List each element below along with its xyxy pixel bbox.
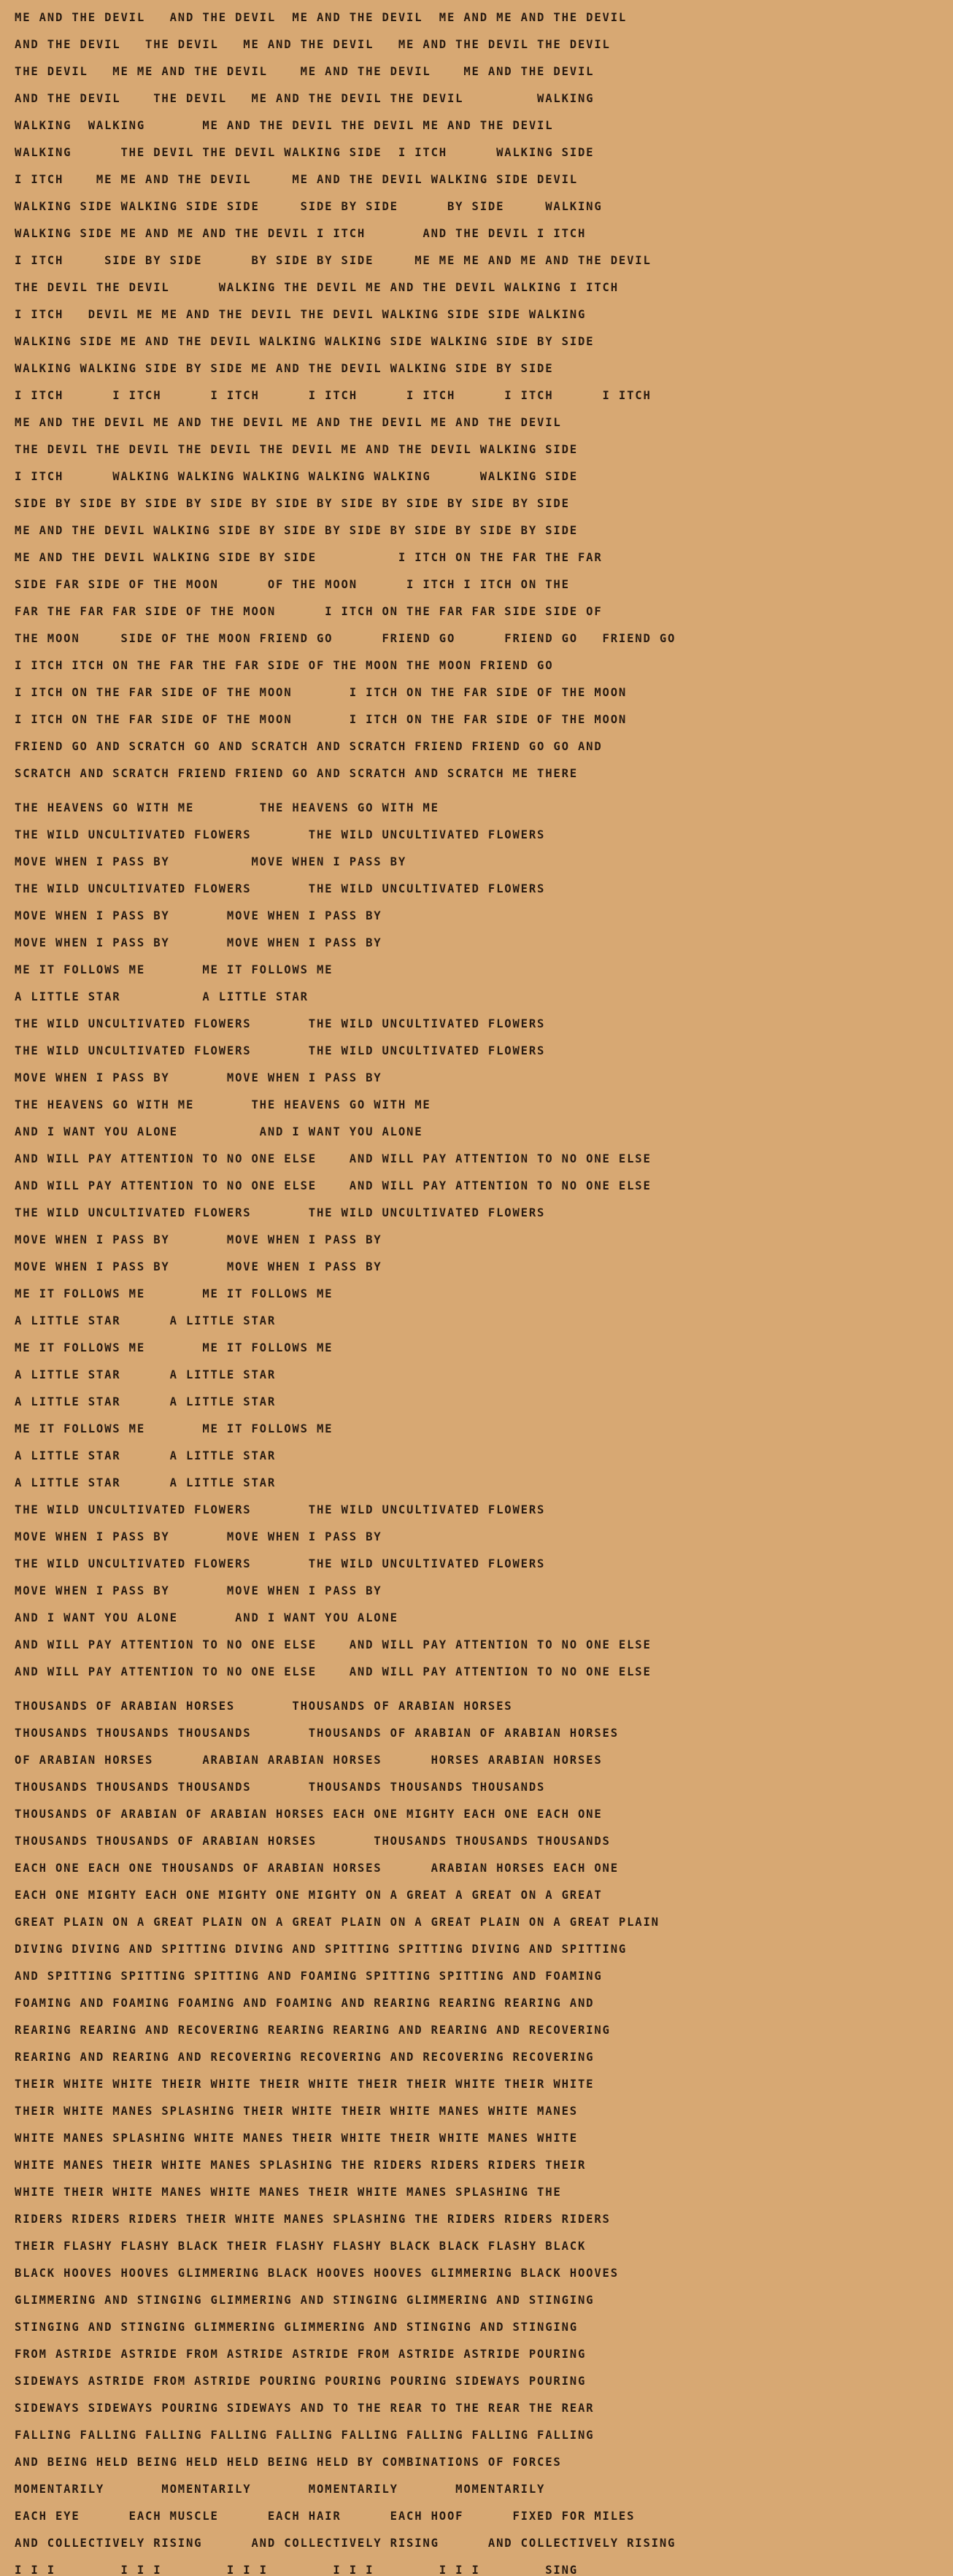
text-line: WALKING SIDE WALKING SIDE SIDE SIDE BY SIDE BY SIDE WALKING [15,200,603,213]
text-line: AND THE DEVIL THE DEVIL ME AND THE DEVIL ME AND THE DEVIL THE DEVIL [15,38,611,51]
text-line: MOVE WHEN I PASS BY MOVE WHEN I PASS BY [15,909,382,922]
text-line: FAR THE FAR FAR SIDE OF THE MOON I ITCH ON THE FAR FAR SIDE SIDE OF [15,605,603,618]
text-line: AND WILL PAY ATTENTION TO NO ONE ELSE AND WILL PAY ATTENTION TO NO ONE ELSE [15,1665,652,1678]
text-line: A LITTLE STAR A LITTLE STAR [15,1476,277,1489]
text-line: THEIR WHITE WHITE THEIR WHITE THEIR WHITE THEIR THEIR WHITE THEIR WHITE [15,2078,595,2091]
text-line: MOVE WHEN I PASS BY MOVE WHEN I PASS BY [15,936,382,949]
text-line: THOUSANDS THOUSANDS THOUSANDS THOUSANDS OF ARABIAN OF ARABIAN HORSES [15,1727,619,1740]
text-line: I ITCH ON THE FAR SIDE OF THE MOON I ITCH ON THE FAR SIDE OF THE MOON [15,686,628,699]
text-line: THE WILD UNCULTIVATED FLOWERS THE WILD UNCULTIVATED FLOWERS [15,1503,546,1516]
text-line: AND BEING HELD BEING HELD HELD BEING HELD BY COMBINATIONS OF FORCES [15,2456,562,2469]
text-line: THEIR FLASHY FLASHY BLACK THEIR FLASHY FLASHY BLACK BLACK FLASHY BLACK [15,2240,587,2253]
text-line: THOUSANDS THOUSANDS OF ARABIAN HORSES THOUSANDS THOUSANDS THOUSANDS [15,1835,611,1848]
text-line: I ITCH ME ME AND THE DEVIL ME AND THE DEVIL WALKING SIDE DEVIL [15,173,578,186]
text-line: WALKING SIDE ME AND ME AND THE DEVIL I ITCH AND THE DEVIL I ITCH [15,227,587,240]
text-line: THE WILD UNCULTIVATED FLOWERS THE WILD UNCULTIVATED FLOWERS [15,1044,546,1057]
text-line: RIDERS RIDERS RIDERS THEIR WHITE MANES SPLASHING THE RIDERS RIDERS RIDERS [15,2213,611,2226]
text-line: AND I WANT YOU ALONE AND I WANT YOU ALONE [15,1125,423,1138]
text-line: I ITCH ON THE FAR SIDE OF THE MOON I ITCH ON THE FAR SIDE OF THE MOON [15,713,628,726]
text-line: I ITCH WALKING WALKING WALKING WALKING WALKING WALKING SIDE [15,470,578,483]
text-line: AND WILL PAY ATTENTION TO NO ONE ELSE AND WILL PAY ATTENTION TO NO ONE ELSE [15,1638,652,1651]
text-line: MOVE WHEN I PASS BY MOVE WHEN I PASS BY [15,855,407,868]
text-line: SCRATCH AND SCRATCH FRIEND FRIEND GO AND SCRATCH AND SCRATCH ME THERE [15,767,578,780]
text-line: MOVE WHEN I PASS BY MOVE WHEN I PASS BY [15,1530,382,1543]
text-line: A LITTLE STAR A LITTLE STAR [15,1449,277,1462]
text-line: A LITTLE STAR A LITTLE STAR [15,990,309,1003]
text-line: ME IT FOLLOWS ME ME IT FOLLOWS ME [15,963,333,976]
text-line: THE WILD UNCULTIVATED FLOWERS THE WILD UNCULTIVATED FLOWERS [15,1557,546,1570]
section-arabian-horses [15,1693,947,2576]
text-line: ME AND THE DEVIL AND THE DEVIL ME AND THE DEVIL ME AND ME AND THE DEVIL [15,11,628,24]
text-line: SIDE BY SIDE BY SIDE BY SIDE BY SIDE BY SIDE BY SIDE BY SIDE BY SIDE [15,497,570,510]
text-line: AND SPITTING SPITTING SPITTING AND FOAMING SPITTING SPITTING AND FOAMING [15,1970,603,1983]
text-line: THE WILD UNCULTIVATED FLOWERS THE WILD UNCULTIVATED FLOWERS [15,882,546,895]
text-line: GREAT PLAIN ON A GREAT PLAIN ON A GREAT PLAIN ON A GREAT PLAIN ON A GREAT PLAIN [15,1916,660,1929]
text-line: OF ARABIAN HORSES ARABIAN ARABIAN HORSES HORSES ARABIAN HORSES [15,1754,603,1767]
text-line: THE WILD UNCULTIVATED FLOWERS THE WILD UNCULTIVATED FLOWERS [15,1206,546,1219]
text-line: AND I WANT YOU ALONE AND I WANT YOU ALONE [15,1611,398,1624]
text-line: AND COLLECTIVELY RISING AND COLLECTIVELY RISING AND COLLECTIVELY RISING [15,2537,676,2550]
text-line: ME IT FOLLOWS ME ME IT FOLLOWS ME [15,1341,333,1354]
text-line: THOUSANDS OF ARABIAN OF ARABIAN HORSES EACH ONE MIGHTY EACH ONE EACH ONE [15,1808,603,1821]
text-line: A LITTLE STAR A LITTLE STAR [15,1368,277,1381]
text-line: AND WILL PAY ATTENTION TO NO ONE ELSE AND WILL PAY ATTENTION TO NO ONE ELSE [15,1179,652,1192]
text-line: THE DEVIL ME ME AND THE DEVIL ME AND THE DEVIL ME AND THE DEVIL [15,65,595,78]
text-line: WALKING WALKING ME AND THE DEVIL THE DEVIL ME AND THE DEVIL [15,119,554,132]
text-line: WHITE MANES SPLASHING WHITE MANES THEIR WHITE THEIR WHITE MANES WHITE [15,2132,578,2145]
text-line: EACH EYE EACH MUSCLE EACH HAIR EACH HOOF FIXED FOR MILES [15,2510,636,2523]
text-line: MOVE WHEN I PASS BY MOVE WHEN I PASS BY [15,1584,382,1597]
text-line: THE DEVIL THE DEVIL THE DEVIL THE DEVIL ME AND THE DEVIL WALKING SIDE [15,443,578,456]
text-line: I I I I I I I I I I I I I I I SING [15,2564,578,2576]
text-line: A LITTLE STAR A LITTLE STAR [15,1314,277,1327]
text-line: MOVE WHEN I PASS BY MOVE WHEN I PASS BY [15,1233,382,1246]
text-line: STINGING AND STINGING GLIMMERING GLIMMERING AND STINGING AND STINGING [15,2321,578,2334]
text-line: MOMENTARILY MOMENTARILY MOMENTARILY MOMENTARILY [15,2483,546,2496]
text-line: REARING REARING AND RECOVERING REARING REARING AND REARING AND RECOVERING [15,2024,611,2037]
text-line: ME AND THE DEVIL WALKING SIDE BY SIDE BY SIDE BY SIDE BY SIDE BY SIDE [15,524,578,537]
text-line: THEIR WHITE MANES SPLASHING THEIR WHITE THEIR WHITE MANES WHITE MANES [15,2105,578,2118]
text-line: A LITTLE STAR A LITTLE STAR [15,1395,277,1408]
text-line: SIDE FAR SIDE OF THE MOON OF THE MOON I ITCH I ITCH ON THE [15,578,570,591]
text-line: WALKING SIDE ME AND THE DEVIL WALKING WALKING SIDE WALKING SIDE BY SIDE [15,335,595,348]
text-line: SIDEWAYS SIDEWAYS POURING SIDEWAYS AND TO THE REAR TO THE REAR THE REAR [15,2402,595,2415]
text-line: BLACK HOOVES HOOVES GLIMMERING BLACK HOOVES HOOVES GLIMMERING BLACK HOOVES [15,2267,619,2280]
section-devil-moon [15,4,947,787]
text-line: WALKING THE DEVIL THE DEVIL WALKING SIDE I ITCH WALKING SIDE [15,146,595,159]
text-line: EACH ONE MIGHTY EACH ONE MIGHTY ONE MIGHTY ON A GREAT A GREAT ON A GREAT [15,1889,603,1902]
text-line: DIVING DIVING AND SPITTING DIVING AND SPITTING SPITTING DIVING AND SPITTING [15,1943,628,1956]
text-line: ME IT FOLLOWS ME ME IT FOLLOWS ME [15,1287,333,1300]
text-line: THE HEAVENS GO WITH ME THE HEAVENS GO WITH ME [15,1098,431,1111]
text-line: FOAMING AND FOAMING FOAMING AND FOAMING AND REARING REARING REARING AND [15,1997,595,2010]
text-line: EACH ONE EACH ONE THOUSANDS OF ARABIAN HORSES ARABIAN HORSES EACH ONE [15,1862,619,1875]
text-line: ME AND THE DEVIL ME AND THE DEVIL ME AND THE DEVIL ME AND THE DEVIL [15,416,562,429]
text-line: AND WILL PAY ATTENTION TO NO ONE ELSE AND WILL PAY ATTENTION TO NO ONE ELSE [15,1152,652,1165]
text-line: MOVE WHEN I PASS BY MOVE WHEN I PASS BY [15,1260,382,1273]
text-line: I ITCH I ITCH I ITCH I ITCH I ITCH I ITCH I ITCH [15,389,652,402]
text-line: SIDEWAYS ASTRIDE FROM ASTRIDE POURING POURING POURING SIDEWAYS POURING [15,2375,587,2388]
text-line: FRIEND GO AND SCRATCH GO AND SCRATCH AND SCRATCH FRIEND FRIEND GO GO AND [15,740,603,753]
text-line: THE MOON SIDE OF THE MOON FRIEND GO FRIEND GO FRIEND GO FRIEND GO [15,632,676,645]
text-line: I ITCH DEVIL ME ME AND THE DEVIL THE DEVIL WALKING SIDE SIDE WALKING [15,308,587,321]
text-line: AND THE DEVIL THE DEVIL ME AND THE DEVIL THE DEVIL WALKING [15,92,595,105]
text-line: THE HEAVENS GO WITH ME THE HEAVENS GO WITH ME [15,801,439,814]
text-line: THOUSANDS OF ARABIAN HORSES THOUSANDS OF ARABIAN HORSES [15,1700,513,1713]
section-wild-flowers [15,795,947,1686]
text-line: REARING AND REARING AND RECOVERING RECOVERING AND RECOVERING RECOVERING [15,2051,595,2064]
text-line: WHITE THEIR WHITE MANES WHITE MANES THEIR WHITE MANES SPLASHING THE [15,2186,562,2199]
text-line: THE WILD UNCULTIVATED FLOWERS THE WILD UNCULTIVATED FLOWERS [15,1017,546,1030]
text-line: I ITCH ITCH ON THE FAR THE FAR SIDE OF THE MOON THE MOON FRIEND GO [15,659,554,672]
text-line: FROM ASTRIDE ASTRIDE FROM ASTRIDE ASTRIDE FROM ASTRIDE ASTRIDE POURING [15,2348,587,2361]
text-line: WALKING WALKING SIDE BY SIDE ME AND THE DEVIL WALKING SIDE BY SIDE [15,362,554,375]
text-line: I ITCH SIDE BY SIDE BY SIDE BY SIDE ME ME ME AND ME AND THE DEVIL [15,254,652,267]
text-line: GLIMMERING AND STINGING GLIMMERING AND STINGING GLIMMERING AND STINGING [15,2294,595,2307]
text-line: FALLING FALLING FALLING FALLING FALLING FALLING FALLING FALLING FALLING [15,2429,595,2442]
text-line: THE DEVIL THE DEVIL WALKING THE DEVIL ME AND THE DEVIL WALKING I ITCH [15,281,619,294]
text-line: THE WILD UNCULTIVATED FLOWERS THE WILD UNCULTIVATED FLOWERS [15,828,546,841]
text-line: ME AND THE DEVIL WALKING SIDE BY SIDE I ITCH ON THE FAR THE FAR [15,551,603,564]
text-line: THOUSANDS THOUSANDS THOUSANDS THOUSANDS THOUSANDS THOUSANDS [15,1781,546,1794]
text-line: WHITE MANES THEIR WHITE MANES SPLASHING THE RIDERS RIDERS RIDERS THEIR [15,2159,587,2172]
text-line: ME IT FOLLOWS ME ME IT FOLLOWS ME [15,1422,333,1435]
text-line: MOVE WHEN I PASS BY MOVE WHEN I PASS BY [15,1071,382,1084]
